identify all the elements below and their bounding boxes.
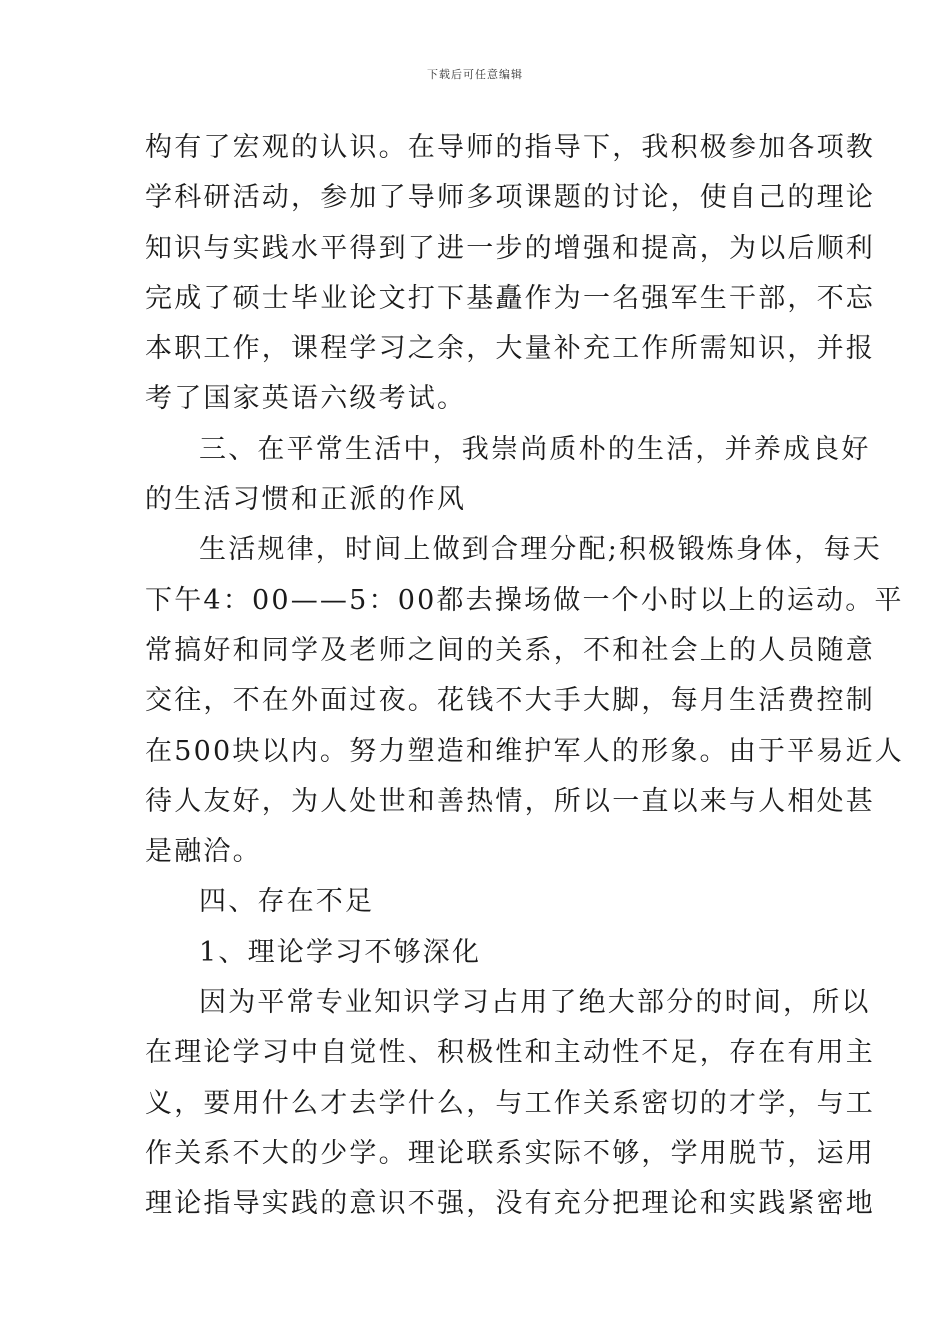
text-line: 考了国家英语六级考试。	[145, 383, 467, 415]
text-line: 知识与实践水平得到了进一步的增强和提高，为以后顺利	[145, 232, 875, 264]
text-line: 构有了宏观的认识。在导师的指导下，我积极参加各项教	[145, 132, 875, 163]
text-line: 理论指导实践的意识不强，没有充分把理论和实践紧密地	[145, 1188, 875, 1220]
text-line: 学科研活动，参加了导师多项课题的讨论，使自己的理论	[145, 182, 875, 214]
text-line: 在理论学习中自觉性、积极性和主动性不足，存在有用主	[145, 1037, 875, 1069]
paragraph-continuation	[145, 123, 875, 425]
text-line: 义，要用什么才去学什么，与工作关系密切的才学，与工	[145, 1087, 875, 1119]
text-line: 在500块以内。努力塑造和维护军人的形象。由于平易近人	[145, 735, 904, 767]
page-header-note: 下载后可任意编辑	[427, 68, 523, 81]
text-line: 完成了硕士毕业论文打下基矗作为一名强军生干部，不忘	[145, 282, 875, 314]
text-line: 是融洽。	[145, 836, 262, 868]
document-body	[145, 123, 904, 1230]
paragraph-section-four	[145, 877, 807, 927]
section-heading: 四、存在不足	[199, 886, 375, 918]
text-line: 本职工作，课程学习之余，大量补充工作所需知识，并报	[145, 333, 875, 365]
text-line: 待人友好，为人处世和善热情，所以一直以来与人相处甚	[145, 785, 875, 817]
text-line: 因为平常专业知识学习占用了绝大部分的时间，所以	[199, 987, 871, 1019]
text-line: 生活规律，时间上做到合理分配;积极锻炼身体，每天	[199, 534, 882, 566]
text-line: 常搞好和同学及老师之间的关系，不和社会上的人员随意	[145, 634, 875, 666]
text-line: 三、在平常生活中，我崇尚质朴的生活，并养成良好	[199, 433, 871, 465]
text-line: 作关系不大的少学。理论联系实际不够，学用脱节，运用	[145, 1137, 875, 1169]
text-line: 的生活习惯和正派的作风	[145, 484, 467, 516]
paragraph-life-habits	[145, 525, 904, 877]
paragraph-section-three	[145, 425, 871, 526]
subsection-heading: 1、理论学习不够深化	[199, 936, 482, 968]
text-line: 下午4：00——5：00都去操场做一个小时以上的运动。平	[145, 584, 904, 616]
paragraph-subsection-one	[145, 928, 807, 978]
paragraph-theory-study	[145, 978, 875, 1229]
text-line: 交往，不在外面过夜。花钱不大手大脚，每月生活费控制	[145, 685, 875, 717]
